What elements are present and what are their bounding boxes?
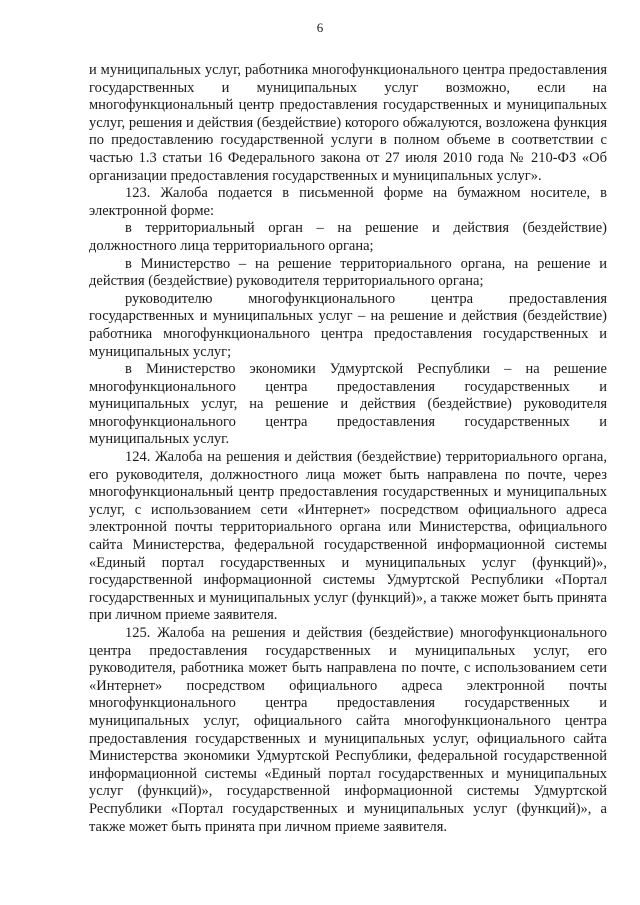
paragraph-continuation: и муниципальных услуг, работника многофункционального центра предоставления государственных и муниципальных услуг возможно, если на многофункциональный центр предоставления государственных и муниципальных услуг, решения и действия (бездействие) которого обжалуются, возложена функция по предоставлению государственной услуги в полном объеме в соответствии с частью 1.3 статьи 16 Федерального закона от 27 июля 2010 года № 210-ФЗ «Об организации предоставления государственных и муниципальных услуг». bbox=[89, 62, 607, 184]
list-item-territorial-body: в территориальный орган – на решение и действия (бездействие) должностного лица территориального органа; bbox=[89, 220, 607, 254]
paragraph-125: 125. Жалоба на решения и действия (бездействие) многофункционального центра предоставления государственных и муниципальных услуг, его руководителя, работника может быть направлена по почте, с использованием сети «Интернет» посредством официального адреса электронной почты многофункционального центра предоставления государственных и муниципальных услуг, официального сайта многофункционального центра предоставления государственных и муниципальных услуг, официального сайта Министерства экономики Удмуртской Республики, федеральной государственной информационной системы «Единый портал государственных и муниципальных услуг (функций)», государственной информационной системы Удмуртской Республики «Портал государственных и муниципальных услуг (функций)», а также может быть принята при личном приеме заявителя. bbox=[89, 625, 607, 835]
body-text bbox=[89, 62, 607, 836]
list-item-ministry-economy: в Министерство экономики Удмуртской Республики – на решение многофункционального центра предоставления государственных и муниципальных услуг, на решение и действия (бездействие) руководителя многофункционального центра предоставления государственных и муниципальных услуг. bbox=[89, 361, 607, 448]
paragraph-124: 124. Жалоба на решения и действия (бездействие) территориального органа, его руководителя, должностного лица может быть направлена по почте, через многофункциональный центр предоставления государственных и муниципальных услуг, с использованием сети «Интернет» посредством официального адреса электронной почты территориального органа или Министерства, официального сайта Министерства, федеральной государственной информационной системы «Единый портал государственных и муниципальных услуг (функций)», государственной информационной системы Удмуртской Республики «Портал государственных и муниципальных услуг (функций)», а также может быть принята при личном приеме заявителя. bbox=[89, 449, 607, 624]
paragraph-123: 123. Жалоба подается в письменной форме на бумажном носителе, в электронной форме: bbox=[89, 185, 607, 219]
list-item-mfc-head: руководителю многофункционального центра предоставления государственных и муниципальных услуг – на решение и действия (бездействие) работника многофункционального центра предоставления государственных и муниципальных услуг; bbox=[89, 290, 607, 360]
page-number: 6 bbox=[316, 20, 324, 35]
list-item-ministry: в Министерство – на решение территориального органа, на решение и действия (бездействие) руководителя территориального органа; bbox=[89, 255, 607, 290]
